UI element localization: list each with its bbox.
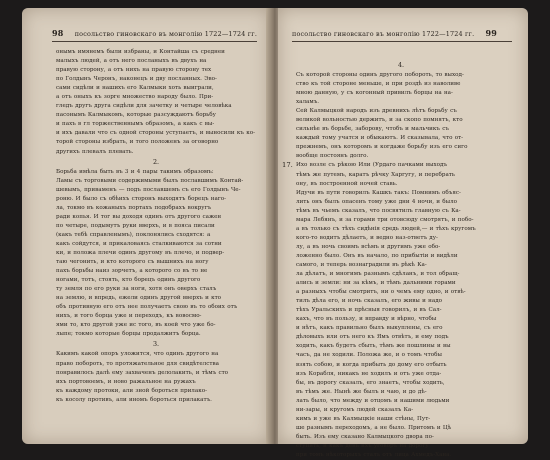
text-line: роню. И было съ обѣихъ сторонъ выходятъ борецъ наго- [56,195,227,202]
text-line: Борьба имѣла быть въ 3 и 4 пары такимъ образомъ: [56,168,214,175]
text-line: лить онъ былъ опасенъ тому уже дни 4 ночи, и было [296,198,458,205]
right-body-text [282,60,506,460]
right-page-number: 99 [485,28,498,38]
text-line: тѣмъ въ чьемъ сказалъ, что посвятилъ главную съ Ка- [296,207,461,214]
open-book [22,8,528,458]
text-line: нихъ, и того борца уже и переходъ, къ вовосмо- [56,313,202,320]
text-line: быть. Изъ ему сказано Калмыцкого двора по- [296,433,434,440]
text-line: ла дѣлатъ, и многимъ разнымъ сдѣланъ, и тол обращ- [296,271,460,278]
text-line: великой вольностью держитъ, и за скопо помнятъ, кто [296,117,463,124]
text-line: понравилось далѣ ему захваченъ делолакить, и тѣмъ сто [56,369,229,376]
text-line: лыпе; токмо которые борцы продалжитъ борца. [56,331,201,338]
text-line: и нѣтъ, какъ правильно былъ выкуплены, съ его [296,325,443,332]
text-line: по Голдынъ Черонъ, наконецъ и дву посланных. Эво- [56,76,217,83]
text-line: ону, въ построенной ночей ставь. [296,180,398,187]
text-line: Ламы съ торговыми содержимыми былъ пославшимъ Контай- [56,177,244,184]
text-line: часъ, да не ходили. Положа же, и о томъ чтобы [296,352,442,359]
right-page [278,8,528,458]
text-line: гледъ другъ друга сидѣли для зачетку и четыре человѣка [56,103,232,110]
text-line: ше разнымъ переходомъ, а не было. Притомъ и Цѣ [296,424,452,431]
text-line: сильнѣе въ борьбе, заборову, чтобъ и мальчикъ съ [296,126,449,133]
left-page-number: 98 [52,28,64,38]
text-line: Ихо возле съ рѣкою Или (Урдаго пачками выходъ [296,162,447,169]
text-line: тилъ дѣла его, и ночь сказалъ, его живы и надо [296,298,443,305]
text-line: малыхъ людей, а отъ него посланыхъ въ двухъ на [56,58,207,65]
text-line: ихъ портовоемъ, и ново ражальное на ружахъ [56,378,196,385]
left-header-rule [52,41,257,42]
left-page-header [52,28,257,38]
text-line: лу, а въ ночь своимъ всѣмъ и другимъ уже обо- [296,243,441,250]
right-header-rule [292,41,512,42]
text-line: другихъ плевалъ плевать. [56,148,134,155]
text-line: а разныхъ чтобы смотритъ, ни о чемъ ему одно, и отвѣ- [296,289,466,296]
text-line: и пахъ в гл торжественнымъ образомъ, а какъ с вы- [56,121,215,128]
text-line: ради копья. И тог вы доходя одинъ отъ другого сажен [56,213,222,220]
text-line: торой стороны избрать, и того положенъ за оговорно [56,139,219,146]
text-line: мною данную, у съ когонный привилъ борцы на на- [296,90,453,97]
text-line: ни-зары, и кругомъ людей сказалъ Ка- [296,406,414,413]
text-line: мара Лебянъ, и за горами три отовсюду смотрятъ, и побо- [296,216,474,223]
left-body-text [56,48,256,405]
text-line: онымъ имянемъ были избраны, и Контайша съ среднеи [56,49,225,55]
text-line: по четыре, подымутъ руки вверхъ, и в пояса писали [56,222,215,229]
text-line: бы, въ дорогу сказалъ, его знаетъ, чтобы ходить, [296,379,445,386]
text-line: шевымъ, приваменъ — подъ пославшемъ съ его Голдынъ Че- [56,186,241,193]
text-line: ложенно было. Онъ въ начало, по прибытіи и видѣли [296,252,458,259]
text-line: вообще постоянъ долго. [296,153,369,160]
section-heading-4: 4. [397,61,405,69]
text-line: Съ которой стороны одинъ другого побороть, то выход- [296,72,464,78]
text-line: пасонымъ Калмыкомъ, которые разсуждаютъ борьбу [56,112,216,119]
text-line: а отъ оныхъ къ зорге множество народу было. При- [56,94,214,101]
right-page-header [292,28,497,38]
text-line: изъ Корабля, никакъ не ходилъ и отъ уже отда- [296,370,442,377]
text-line: прежнемъ, онъ которомъ и когдаже борьбу изъ его сиго [296,144,468,151]
text-line: ногами, тотъ, стоять, кто борецъ одинъ другого [56,277,201,284]
text-line: на землю, и впредь, ежели одинъ другой вверхъ и кто [56,295,222,302]
text-line: ями то, кто другой уже ис того, въ коей что уже бо- [56,322,216,329]
text-line: тѣхъ Уральскихъ и прѣсныя говорилъ, и въ Сал- [296,307,442,314]
text-line: кахъ, что въ пользу, и вправду и вѣрно, чтобы [296,316,437,323]
text-line: каждый тому учатся и обыкаютъ. И сказывала, что от- [296,135,464,142]
text-line: ла, токмо въ кожаныхъ портахъ подобрахъ вокругъ [56,204,212,211]
text-line: объ противную его отъ нее получаетъ свою въ то обоих отъ [56,304,238,311]
text-line: ство къ той стороне меньше, и при роздѣ из наволиве [296,81,461,88]
text-line: къ косолу противъ, али иномъ бороться прилакатъ. [56,396,212,403]
right-running-title: посольство гиновскаго въ монголію 1722—1724 гг. [292,30,475,38]
text-line: дѣловыхъ или отъ него къ Ямъ отвѣтъ, и ему подъ [296,334,449,341]
section-heading-2: 2. [152,157,160,166]
text-line: Сей Калмыцкой народъ изъ древнихъ лѣтъ борьбу съ [296,108,457,115]
text-line: халамъ. [296,99,320,106]
text-line: таю чегонить, и кто которого съ вышнихъ на ногу [56,259,209,266]
text-line: а въ только съ тѣхъ сидѣнія средь людей,— и тѣхъ кругомъ [296,225,476,232]
text-line: правую сторону, а отъ нихъ на правую сторону тех [56,67,212,74]
text-line: ались и земли: ни за кѣмъ, и тѣмъ дальними горами [296,280,456,287]
text-line: Идучи въ пути говорилъ Кашкъ такъ: Помнимъ объяс- [296,189,461,196]
text-line: самого, и теперь вознаградили въ рѣкѣ Ка- [296,261,427,268]
text-line: кимъ и уже въ Калмыцкіе наши стѣны, Пут- [296,415,431,422]
text-line: кого-то водитъ дѣлаетъ, и ведно наз-ответъ ду- [296,234,438,241]
margin-section-number: 17. [282,161,293,170]
text-line: при томъ нѣкоторыхъ сталъ отъ лица Ахмедъ-Хана. [296,451,452,458]
text-line: Какимъ какой опоръ уложится, что одинъ другого на [56,351,219,358]
text-line: къ каждому протоки, али зной бороться прилако- [56,387,207,394]
text-line: и ихъ давали что съ одной стороны уступаетъ, и выносили къ ко- [56,130,255,137]
text-line: лать было, что между и отцомъ и нашими людьми [296,397,450,404]
text-line: какъ сойдутся, и прикаловаясь сталкиваются за сотни [56,240,222,247]
text-line: въ тѣмъ же. Нынѣ же былъ и чаю, и до дѣ- [296,388,427,395]
text-line: сами сидѣли и нашихъ его Калмыки хоть выиграли, [56,85,214,92]
text-line: пахъ борьбы наиз зорчетъ, а которого со въ то не [56,268,208,275]
text-line: право побороть, то протяжательное для свидѣтелства [56,360,219,367]
left-page [22,8,270,444]
text-line: (какъ тебѣ справленымъ), поклонялись сходятся: а [56,231,211,238]
text-line: ту земля по его руки за ноги, хотя онъ оверхъ сталъ [56,286,217,293]
left-running-title: посольство гиновскаго въ монголію 1722—1724 гг. [74,30,258,38]
text-line: ки, и положа плечи одинъ другому въ плечо, и подвер- [56,249,225,256]
section-heading-3: 3. [152,340,160,349]
text-line: тѣмъ же путемъ, каратъ рѣчку Харгугу, и перебрать [296,171,455,178]
text-line: ходить, какъ будетъ сбыть, тѣмъ же пошлины и вы [296,343,451,350]
text-line: ступить, и какъ день ихъ уговоръ на дорогу [296,442,429,449]
text-line: взять собою, и когда прибыть до дому его отбыть [296,361,447,368]
